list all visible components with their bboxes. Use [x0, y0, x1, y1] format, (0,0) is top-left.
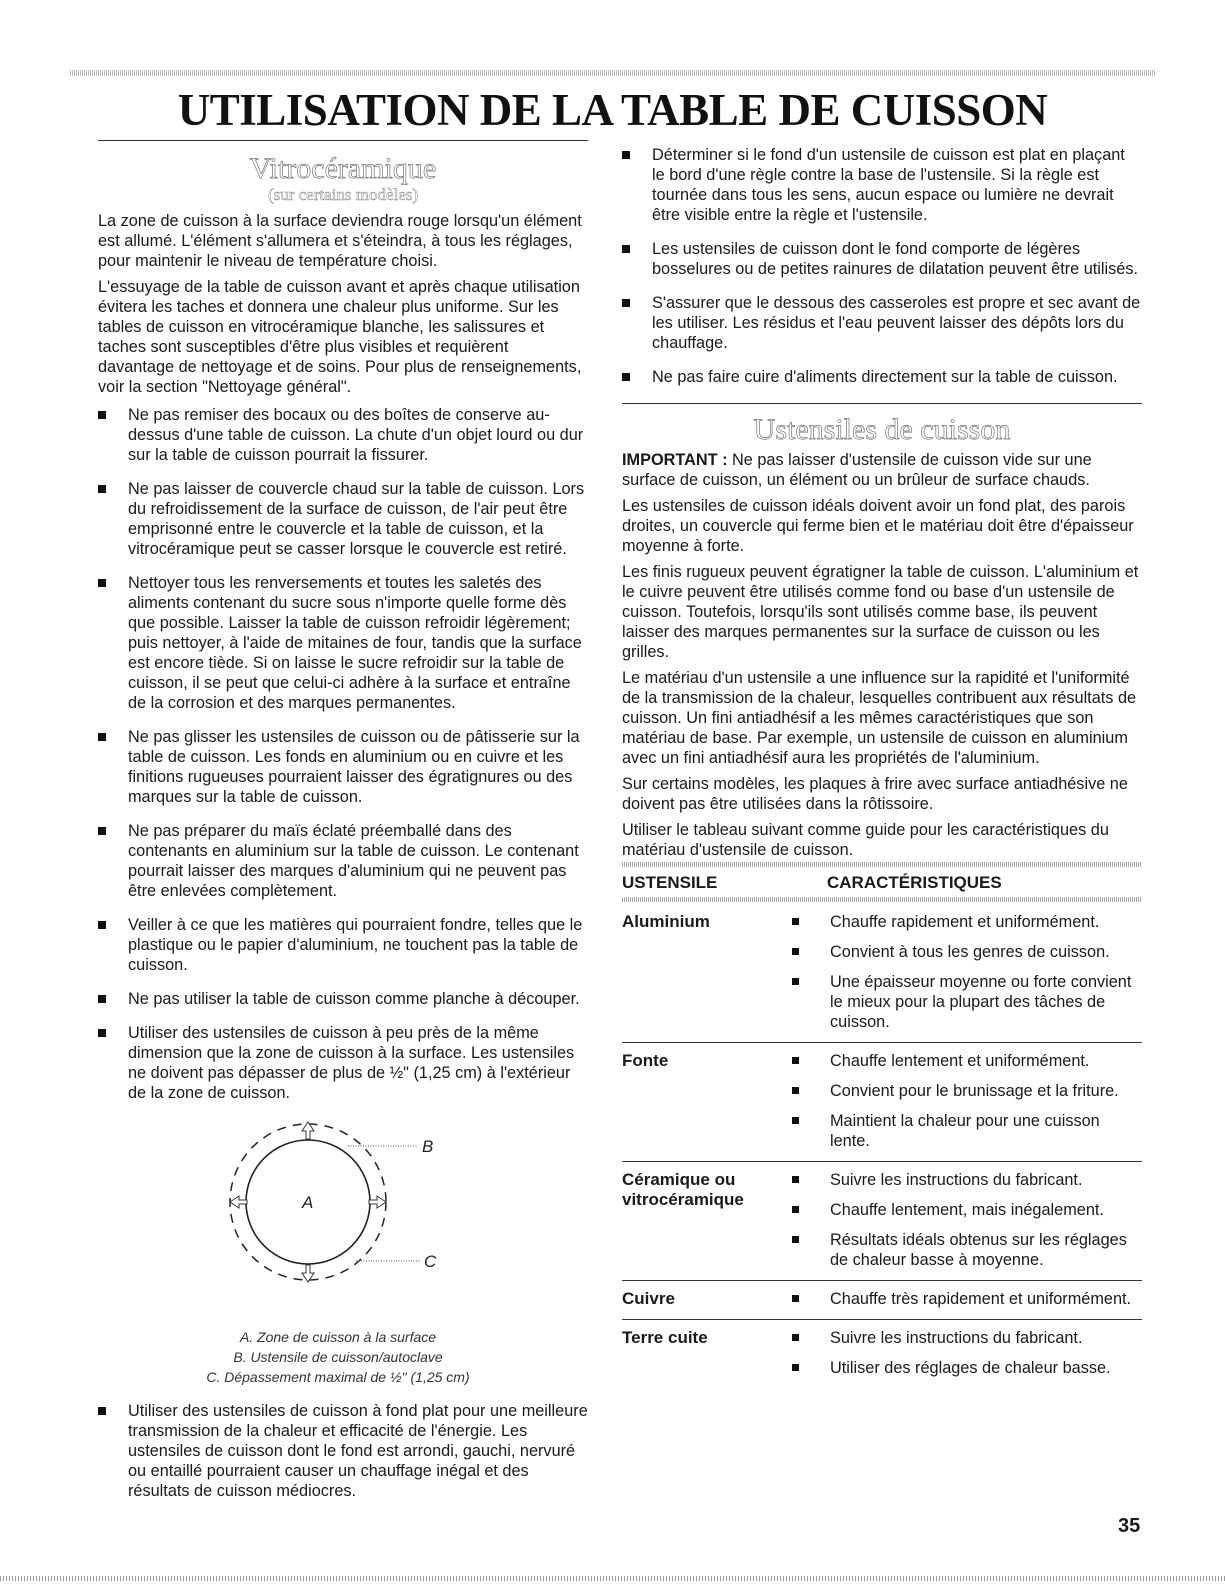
bullet-icon — [792, 1176, 799, 1183]
characteristic-item: Chauffe lentement et uniformément. — [792, 1051, 1142, 1071]
paragraph: Utiliser le tableau suivant comme guide pour les caractéristiques du matériau d'ustensile de cuisson. — [622, 821, 1109, 859]
table-header — [622, 867, 1142, 897]
diagram-illustration — [98, 1107, 588, 1327]
bullet-icon — [792, 1057, 799, 1064]
bullet-icon — [622, 373, 630, 381]
material-name: Fonte — [622, 1051, 669, 1070]
bullet-icon — [792, 1295, 799, 1302]
section-title-ustensiles: Ustensiles de cuisson — [753, 413, 1011, 446]
bullet-icon — [98, 1407, 106, 1415]
table-row — [622, 1161, 1142, 1280]
bottom-decorative-rule — [0, 1576, 1225, 1581]
material-name: Aluminium — [622, 912, 710, 931]
material-name: Cuivre — [622, 1289, 675, 1308]
caption-line: B. Ustensile de cuisson/autoclave — [233, 1349, 443, 1365]
paragraph: La zone de cuisson à la surface deviendra rouge lorsqu'un élément est allumé. L'élément s'allumera et s'éteindra, à tous les réglages, pour maintenir le niveau de température choisi. — [98, 212, 582, 270]
bullet-icon — [792, 1364, 799, 1371]
bullet-icon — [792, 1206, 799, 1213]
characteristic-item: Chauffe rapidement et uniformément. — [792, 912, 1142, 932]
characteristic-item: Suivre les instructions du fabricant. — [792, 1328, 1142, 1348]
bullet-icon — [622, 299, 630, 307]
bullet-icon — [792, 1117, 799, 1124]
paragraph: Les ustensiles de cuisson idéals doivent avoir un fond plat, des parois droites, un couvercle qui ferme bien et le matériau doit être d'épaisseur moyenne à forte. — [622, 497, 1134, 555]
characteristic-item: Suivre les instructions du fabricant. — [792, 1170, 1142, 1190]
characteristic-item: Résultats idéals obtenus sur les réglages de chaleur basse à moyenne. — [792, 1230, 1142, 1270]
bullet-icon — [98, 995, 106, 1003]
table-row — [622, 1319, 1142, 1388]
bullet-icon — [792, 918, 799, 925]
label-b: B — [422, 1137, 434, 1156]
arrow-right-icon — [369, 1196, 386, 1208]
list-item: Ne pas glisser les ustensiles de cuisson ou de pâtisserie sur la table de cuisson. Les fonds en aluminium ou en cuivre et les finitions rugueuses pourraient laisser des égratignures ou des marques sur la table de cuisson. — [98, 727, 588, 807]
list-item: Déterminer si le fond d'un ustensile de cuisson est plat en plaçant le bord d'une règle contre la base de l'ustensile. Si la règle est tournée dans tous les sens, aucun espace ou lumière ne devrait être visible entre la règle et l'ustensile. — [622, 145, 1142, 225]
list-item: Ne pas faire cuire d'aliments directement sur la table de cuisson. — [622, 367, 1142, 387]
bullet-icon — [98, 411, 106, 419]
table-row — [622, 1280, 1142, 1319]
list-item: Ne pas laisser de couvercle chaud sur la table de cuisson. Lors du refroidissement de la surface de cuisson, de l'air peut être emprisonné entre le couvercle et la table de cuisson, et la vitrocéramique peut se casser lorsque le couvercle est retiré. — [98, 479, 588, 559]
caption-line: A. Zone de cuisson à la surface — [239, 1329, 437, 1345]
diagram-caption — [98, 1327, 588, 1387]
paragraph: Sur certains modèles, les plaques à frire avec surface antiadhésive ne doivent pas être utilisées dans la rôtissoire. — [622, 775, 1128, 813]
paragraph: Le matériau d'un ustensile a une influence sur la rapidité et l'uniformité de la transmission de la chaleur, lesquelles contribuent aux résultats de cuisson. Un fini antiadhésif a les mêmes caractéristiques que son matériau de base. Par exemple, un ustensile de cuisson en aluminium avec un fini antiadhésif aura les propriétés de l'aluminium. — [622, 669, 1137, 767]
paragraph: Les finis rugueux peuvent égratigner la table de cuisson. L'aluminium et le cuivre peuvent être utilisés comme fond ou base d'un ustensile de cuisson. Toutefois, lorsqu'ils sont utilisés comme base, ils peuvent laisser des marques permanentes sur la surface de cuisson ou les grilles. — [622, 563, 1139, 661]
bullet-icon — [792, 1236, 799, 1243]
bullet-icon — [98, 733, 106, 741]
bullet-icon — [98, 485, 106, 493]
section-title-vitroceramique: Vitrocéramique — [249, 152, 437, 185]
arrow-left-icon — [230, 1196, 247, 1208]
characteristic-item: Une épaisseur moyenne ou forte convient le mieux pour la plupart des tâches de cuisson. — [792, 972, 1142, 1032]
bullet-list — [98, 1401, 588, 1501]
characteristic-item: Maintient la chaleur pour une cuisson lente. — [792, 1111, 1142, 1151]
characteristic-item: Chauffe très rapidement et uniformément. — [792, 1289, 1142, 1309]
caption-line: C. Dépassement maximal de ½" (1,25 cm) — [206, 1369, 470, 1385]
table-row — [622, 1042, 1142, 1161]
important-note: IMPORTANT : Ne pas laisser d'ustensile de cuisson vide sur une surface de cuisson, un élément ou un brûleur de surface chauds. — [622, 451, 1092, 489]
page-title: UTILISATION DE LA TABLE DE CUISSON — [177, 85, 1048, 135]
characteristic-item: Convient à tous les genres de cuisson. — [792, 942, 1142, 962]
bullet-icon — [622, 151, 630, 159]
characteristic-item: Chauffe lentement, mais inégalement. — [792, 1200, 1142, 1220]
section-rule — [98, 140, 588, 141]
top-decorative-rule — [70, 70, 1155, 76]
characteristic-item: Utiliser des réglages de chaleur basse. — [792, 1358, 1142, 1378]
bullet-icon — [622, 245, 630, 253]
column-header-caracteristiques: CARACTÉRISTIQUES — [827, 873, 1002, 892]
bullet-icon — [792, 1334, 799, 1341]
bullet-icon — [98, 921, 106, 929]
bullet-icon — [98, 827, 106, 835]
bullet-list — [622, 145, 1142, 387]
list-item: Veiller à ce que les matières qui pourraient fondre, telles que le plastique ou le papier d'aluminium, ne touchent pas la table de cuisson. — [98, 915, 588, 975]
material-name: Terre cuite — [622, 1328, 708, 1347]
section-subtitle: (sur certains modèles) — [267, 185, 419, 204]
table-header-rule — [622, 897, 1142, 902]
page-number: 35 — [1118, 1515, 1141, 1537]
bullet-list — [98, 405, 588, 1103]
material-name: Céramique ou vitrocéramique — [622, 1170, 744, 1209]
paragraph: L'essuyage de la table de cuisson avant et après chaque utilisation évitera les taches et donnera une chaleur plus uniforme. Sur les tables de cuisson en vitrocéramique blanche, les salissures et taches sont susceptibles d'être plus visibles et requièrent davantage de nettoyage et de soins. Pour plus de renseignements, voir la section "Nettoyage général". — [98, 278, 582, 396]
characteristic-item: Convient pour le brunissage et la friture. — [792, 1081, 1142, 1101]
list-item: Ne pas utiliser la table de cuisson comme planche à découper. — [98, 989, 588, 1009]
list-item: Utiliser des ustensiles de cuisson à peu près de la même dimension que la zone de cuisson à la surface. Les ustensiles ne doivent pas dépasser de plus de ½" (1,25 cm) à l'extérieur de la zone de cuisson. — [98, 1023, 588, 1103]
list-item: Ne pas remiser des bocaux ou des boîtes de conserve au-dessus d'une table de cuisson. La chute d'un objet lourd ou dur sur la table de cuisson pourrait la fissurer. — [98, 405, 588, 465]
section-rule — [622, 403, 1142, 404]
bullet-icon — [98, 1029, 106, 1037]
list-item: Les ustensiles de cuisson dont le fond comporte de légères bosselures ou de petites rainures de dilatation peuvent être utilisés. — [622, 239, 1142, 279]
bullet-icon — [792, 1087, 799, 1094]
column-header-ustensile: USTENSILE — [622, 873, 718, 892]
label-c: C — [424, 1252, 437, 1271]
right-column — [622, 145, 1142, 1388]
bullet-icon — [792, 948, 799, 955]
label-a: A — [302, 1193, 314, 1212]
left-column — [98, 140, 588, 1515]
bullet-icon — [98, 579, 106, 587]
table-row — [622, 904, 1142, 1042]
list-item: Ne pas préparer du maïs éclaté préemballé dans des contenants en aluminium sur la table de cuisson. Le contenant pourrait laisser des marques d'aluminium qui ne peuvent pas être enlevées complètement. — [98, 821, 588, 901]
list-item: Nettoyer tous les renversements et toutes les saletés des aliments contenant du sucre sous n'importe quelle forme dès que possible. Laisser la table de cuisson refroidir légèrement; puis nettoyer, à l'aide de mitaines de four, tandis que la surface est encore tiède. Si on laisse le sucre refroidir sur la table de cuisson, il se peut que celui-ci adhère à la surface et entraîne de la corrosion et des marques permanentes. — [98, 573, 588, 713]
cookware-size-diagram — [98, 1107, 588, 1327]
bullet-icon — [792, 978, 799, 985]
list-item: Utiliser des ustensiles de cuisson à fond plat pour une meilleure transmission de la chaleur et efficacité de l'énergie. Les ustensiles de cuisson dont le fond est arrondi, gauchi, nervuré ou entaillé pourraient causer un chauffage inégal et des résultats de cuisson médiocres. — [98, 1401, 588, 1501]
important-label: IMPORTANT : — [622, 451, 728, 469]
list-item: S'assurer que le dessous des casseroles est propre et sec avant de les utiliser. Les résidus et l'eau peuvent laisser des dépôts lors du chauffage. — [622, 293, 1142, 353]
